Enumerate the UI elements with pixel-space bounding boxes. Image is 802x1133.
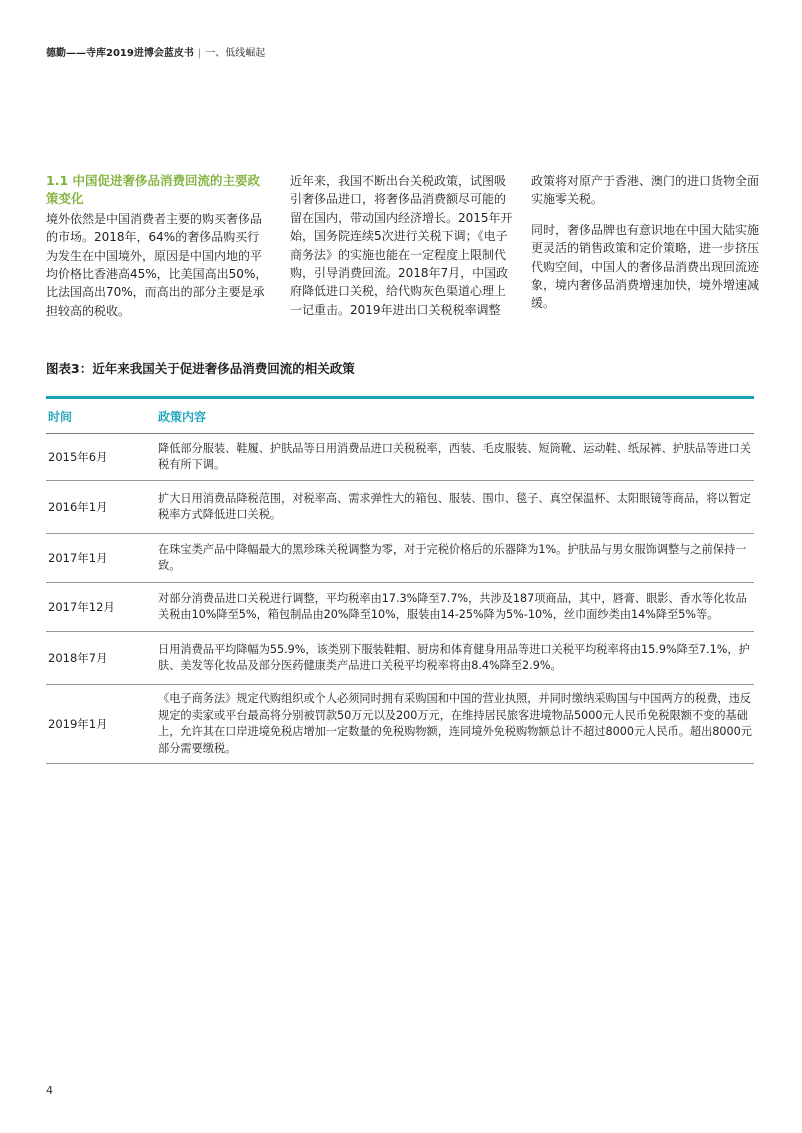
text-column-3 bbox=[531, 172, 759, 325]
header-chapter: 一、低线崛起 bbox=[205, 48, 266, 59]
row-content: 《电子商务法》规定代购组织或个人必须同时拥有采购国和中国的营业执照，并同时缴纳采购国与中国两方的税费，违反规定的卖家或平台最高将分别被罚款50万元以及200万元，在维持居民旅客进境物品5000元人民币免税限额不变的基础上，允许其在口岸进境免税店增加一定数量的免税购物额，连同境外免税购物额总计不超过8000元人民币。超出8000元部分需要缴税。 bbox=[158, 692, 752, 755]
header-content: 政策内容 bbox=[158, 409, 207, 424]
page-number: 4 bbox=[46, 1084, 53, 1097]
running-header bbox=[46, 44, 265, 59]
table-row bbox=[46, 685, 754, 764]
row-time: 2015年6月 bbox=[48, 449, 108, 464]
header-report-title: ——寺库2019进博会蓝皮书 bbox=[66, 48, 194, 59]
row-time: 2017年12月 bbox=[48, 599, 115, 614]
section-title: 1.1 中国促进奢侈品消费回流的主要政策变化 bbox=[46, 173, 260, 207]
paragraph-col2: 近年来，我国不断出台关税政策，试图吸引奢侈品进口，将奢侈品消费额尽可能的留在国内，带动国内经济增长。2015年开始，国务院连续5次进行关税下调；《电子商务法》的实施也能在一定程度上限制代购，引导消费回流。2018年7月，中国政府降低进口关税，给代购灰色渠道心理上一记重击。2019年进出口关税税率调整 bbox=[290, 174, 513, 317]
row-content: 日用消费品平均降幅为55.9%，该类别下服装鞋帽、厨房和体育健身用品等进口关税平均税率将由15.9%降至7.1%，护肤、美发等化妆品及部分医药健康类产品进口关税平均税率将由8.4%降至2.9%。 bbox=[158, 642, 750, 672]
row-content: 降低部分服装、鞋履、护肤品等日用消费品进口关税税率，西装、毛皮服装、短筒靴、运动鞋、纸尿裤、护肤品等进口关税有所下调。 bbox=[158, 441, 751, 471]
text-column-1 bbox=[46, 172, 271, 332]
policy-table bbox=[46, 396, 754, 764]
text-column-2 bbox=[290, 172, 515, 331]
row-content: 对部分消费品进口关税进行调整，平均税率由17.3%降至7.7%，共涉及187项商品，其中，唇膏、眼影、香水等化妆品关税由10%降至5%，箱包制品由20%降至10%，服装由14-25%降为5%-10%，丝巾面纱类由14%降至5%等。 bbox=[158, 591, 747, 621]
header-separator: | bbox=[197, 48, 202, 59]
table-row bbox=[46, 632, 754, 685]
paragraph-col3-2: 同时，奢侈品牌也有意识地在中国大陆实施更灵活的销售政策和定价策略，进一步挤压代购空间，中国人的奢侈品消费出现回流迹象，境内奢侈品消费增速加快，境外增速减缓。 bbox=[531, 222, 760, 311]
table-row bbox=[46, 481, 754, 534]
row-time: 2019年1月 bbox=[48, 716, 108, 731]
table-row bbox=[46, 534, 754, 583]
table-row bbox=[46, 583, 754, 632]
table-header-row bbox=[46, 399, 754, 434]
figure-title: 图表3：近年来我国关于促进奢侈品消费回流的相关政策 bbox=[46, 361, 355, 376]
row-time: 2017年1月 bbox=[48, 550, 108, 565]
header-time: 时间 bbox=[48, 409, 73, 424]
table-row bbox=[46, 434, 754, 481]
header-brand: 德勤 bbox=[46, 48, 66, 59]
row-content: 扩大日用消费品降税范围，对税率高、需求弹性大的箱包、服装、围巾、毯子、真空保温杯、太阳眼镜等商品，将以暂定税率方式降低进口关税。 bbox=[158, 491, 751, 521]
paragraph-col3-1: 政策将对原产于香港、澳门的进口货物全面实施零关税。 bbox=[531, 174, 760, 207]
row-time: 2018年7月 bbox=[48, 650, 108, 665]
row-content: 在珠宝类产品中降幅最大的黑珍珠关税调整为零，对于完税价格后的乐器降为1%。护肤品与男女服饰调整与之前保持一致。 bbox=[158, 542, 747, 572]
paragraph-col1: 境外依然是中国消费者主要的购买奢侈品的市场。2018年，64%的奢侈品购买行为发生在中国境外，原因是中国内地的平均价格比香港高45%，比美国高出50%，比法国高出70%，而高出的部分主要是承担较高的税收。 bbox=[46, 211, 268, 318]
row-time: 2016年1月 bbox=[48, 499, 108, 514]
